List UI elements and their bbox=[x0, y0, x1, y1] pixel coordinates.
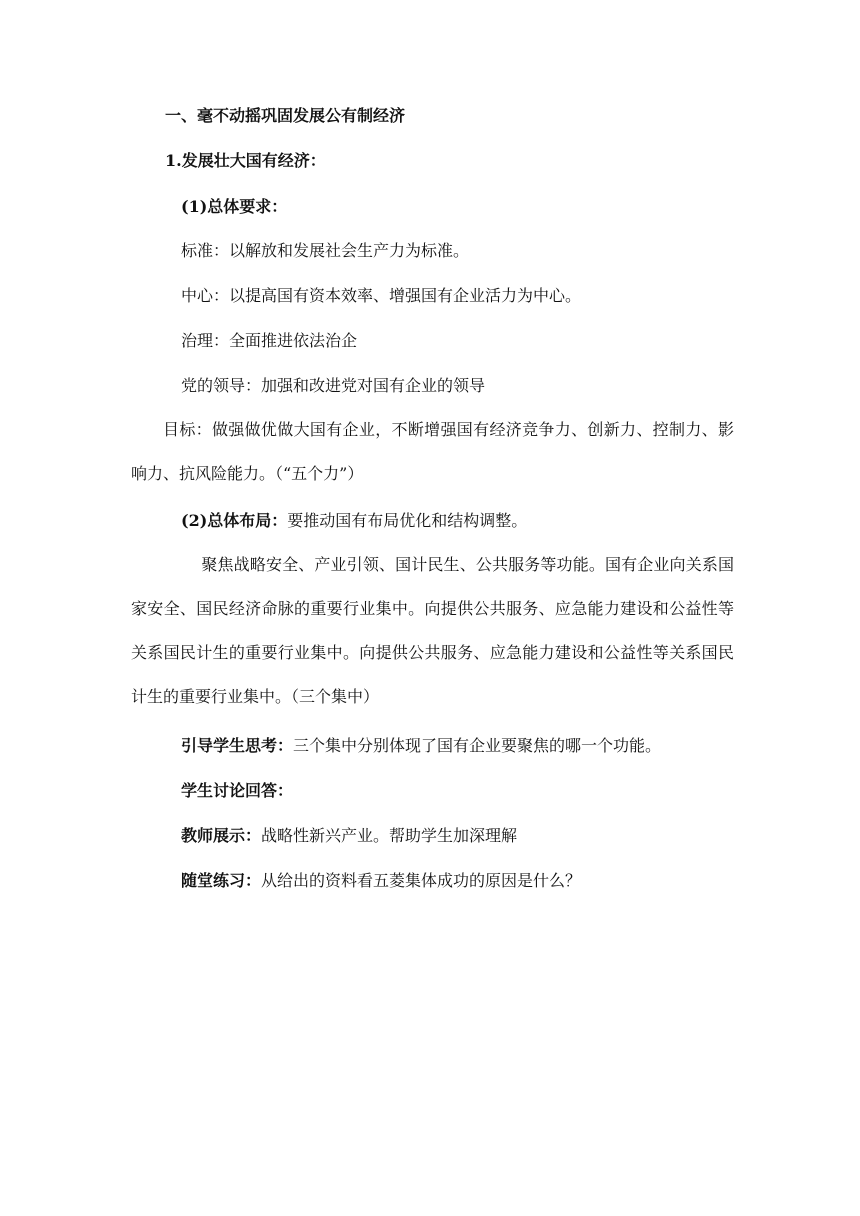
sub-heading: 1.发展壮大国有经济： bbox=[165, 151, 326, 170]
practice-text: 从给出的资料看五菱集体成功的原因是什么？ bbox=[261, 871, 582, 890]
requirement-label: 标准： bbox=[181, 241, 230, 260]
requirement-label: 治理： bbox=[181, 331, 230, 350]
requirement-party-leadership bbox=[181, 375, 485, 397]
overall-requirements-heading: (1)总体要求： bbox=[181, 197, 288, 216]
requirement-label: 中心： bbox=[181, 286, 230, 305]
teacher-display-text: 战略性新兴产业。帮助学生加深理解 bbox=[261, 826, 518, 845]
requirement-text: 以提高国有资本效率、增强国有企业活力为中心。 bbox=[229, 286, 582, 305]
practice-label: 随堂练习： bbox=[181, 871, 262, 890]
requirement-text: 全面推进依法治企 bbox=[229, 331, 358, 350]
teacher-display-label: 教师展示： bbox=[181, 826, 262, 845]
guide-thinking bbox=[181, 735, 661, 757]
practice bbox=[181, 870, 581, 892]
student-discussion-label: 学生讨论回答： bbox=[181, 781, 294, 800]
requirement-text: 以解放和发展社会生产力为标准。 bbox=[229, 241, 470, 260]
requirement-center bbox=[181, 285, 581, 307]
requirement-goal bbox=[131, 408, 734, 496]
overall-layout-paragraph: 聚焦战略安全、产业引领、国计民生、公共服务等功能。国有企业向关系国家安全、国民经济命脉的重要行业集中。向提供公共服务、应急能力建设和公益性等关系国民计生的重要行业集中。向提供公共服务、应急能力建设和公益性等关系国民计生的重要行业集中。（三个集中） bbox=[131, 555, 734, 706]
section-heading: 一、毫不动摇巩固发展公有制经济 bbox=[165, 106, 406, 125]
requirement-governance bbox=[181, 330, 357, 352]
overall-layout bbox=[181, 510, 527, 532]
requirement-label: 党的领导： bbox=[181, 376, 262, 395]
requirement-standard bbox=[181, 240, 469, 262]
overall-layout-heading: (2)总体布局： bbox=[181, 511, 288, 530]
requirement-text: 做强做优做大国有企业，不断增强国有经济竞争力、创新力、控制力、影响力、抗风险能力。（“五个力”） bbox=[131, 420, 734, 483]
student-discussion bbox=[181, 780, 293, 802]
guide-thinking-text: 三个集中分别体现了国有企业要聚焦的哪一个功能。 bbox=[293, 736, 662, 755]
overall-layout-text: 要推动国有布局优化和结构调整。 bbox=[287, 511, 528, 530]
teacher-display bbox=[181, 825, 517, 847]
guide-thinking-label: 引导学生思考： bbox=[181, 736, 294, 755]
requirement-text: 加强和改进党对国有企业的领导 bbox=[261, 376, 486, 395]
requirement-label: 目标： bbox=[163, 420, 212, 439]
